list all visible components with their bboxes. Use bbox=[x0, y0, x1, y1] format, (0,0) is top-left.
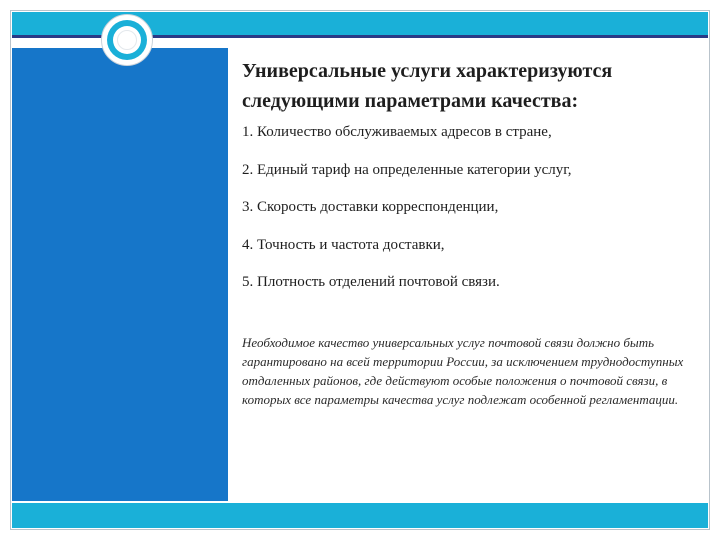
list-item: 5. Плотность отделений почтовой связи. bbox=[242, 274, 500, 290]
quality-parameters-list bbox=[242, 121, 702, 309]
left-blue-panel bbox=[12, 48, 228, 501]
title-line-2: следующими параметрами качества: bbox=[242, 90, 579, 112]
list-item: 2. Единый тариф на определенные категории услуг, bbox=[242, 161, 572, 178]
title-line-1: Универсальные услуги характеризуются bbox=[242, 60, 613, 82]
list-item: 1. Количество обслуживаемых адресов в стране, bbox=[242, 124, 552, 140]
list-item: 3. Скорость доставки корреспонденции, bbox=[242, 199, 499, 215]
bottom-accent-band bbox=[12, 503, 708, 528]
slide-title bbox=[242, 56, 702, 116]
italic-note: Необходимое качество универсальных услуг почтовой связи должно быть гарантировано на всей территории России, за исключением труднодоступных отдаленных районов, где действуют особые положения о почтовой связи, в которых все параметры качества услуг подлежат особенной регламентации. bbox=[242, 335, 684, 407]
list-item: 4. Точность и частота доставки, bbox=[242, 236, 445, 253]
